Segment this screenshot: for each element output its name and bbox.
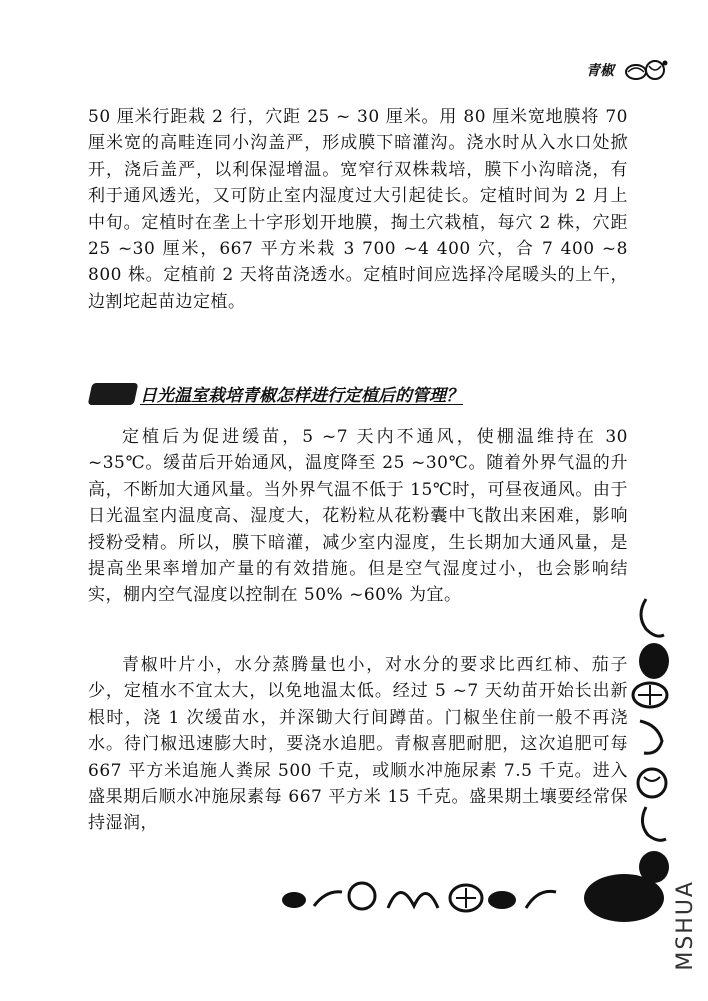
vegetable-column-icon bbox=[628, 595, 678, 885]
running-title: 青椒 bbox=[586, 63, 614, 79]
section-question bbox=[90, 381, 463, 406]
watermark: MSHUA bbox=[673, 880, 698, 971]
question-badge-icon bbox=[88, 383, 139, 405]
paragraph-2: 定植后为促进缓苗，5 ~7 天内不通风，使棚温维持在 30 ~35℃。缓苗后开始通风，温度降至 25 ~30℃。随着外界气温的升高，不断加大通风量。当外界气温不低于 15℃时，可昼夜通风。由于日光温室内温度高、湿度大，花粉粒从花粉囊中飞散出来困难，影响授粉受精。所以，膜下暗灌，减少室内湿度，生长期加大通风量，是提高坐果率增加产量的有效措施。但是空气湿度过小，也会影响结实，棚内空气湿度以控制在 50% ~60% 为宜。 bbox=[88, 427, 628, 606]
vegetable-logo-icon bbox=[624, 58, 668, 82]
page-header bbox=[586, 58, 668, 82]
question-heading: 日光温室栽培青椒怎样进行定植后的管理？ bbox=[140, 386, 463, 406]
vegetable-row-icon bbox=[280, 868, 670, 928]
paragraph-1: 50 厘米行距栽 2 行，穴距 25 ~ 30 厘米。用 80 厘米宽地膜将 70 厘米宽的高畦连同小沟盖严，形成膜下暗灌沟。浇水时从入水口处掀开，浇后盖严，以利保湿增温。宽窄行双株栽培，膜下小沟暗浇，有利于通风透光，又可防止室内湿度过大引起徒长。定植时间为 2 月上中旬。定植时在垄上十字形划开地膜，掏土穴栽植，每穴 2 株，穴距 25 ~30 厘米，667 平方米栽 3 700 ~4 400 穴，合 7 400 ~8 800 株。定植前 2 天将苗浇透水。定植时间应选择冷尾暖头的上午，边割坨起苗边定植。 bbox=[88, 107, 628, 312]
paragraph-3: 青椒叶片小，水分蒸腾量也小，对水分的要求比西红柿、茄子少，定植水不宜太大，以免地温太低。经过 5 ~7 天幼苗开始长出新根时，浇 1 次缓苗水，并深锄大行间蹲苗。门椒坐住前一般不再浇水。待门椒迅速膨大时，要浇水追肥。青椒喜肥耐肥，这次追肥可每 667 平方米追施人粪尿 500 千克，或顺水冲施尿素 7.5 千克。进入盛果期后顺水冲施尿素每 667 平方米 15 千克。盛果期土壤要经常保持湿润， bbox=[88, 655, 628, 834]
